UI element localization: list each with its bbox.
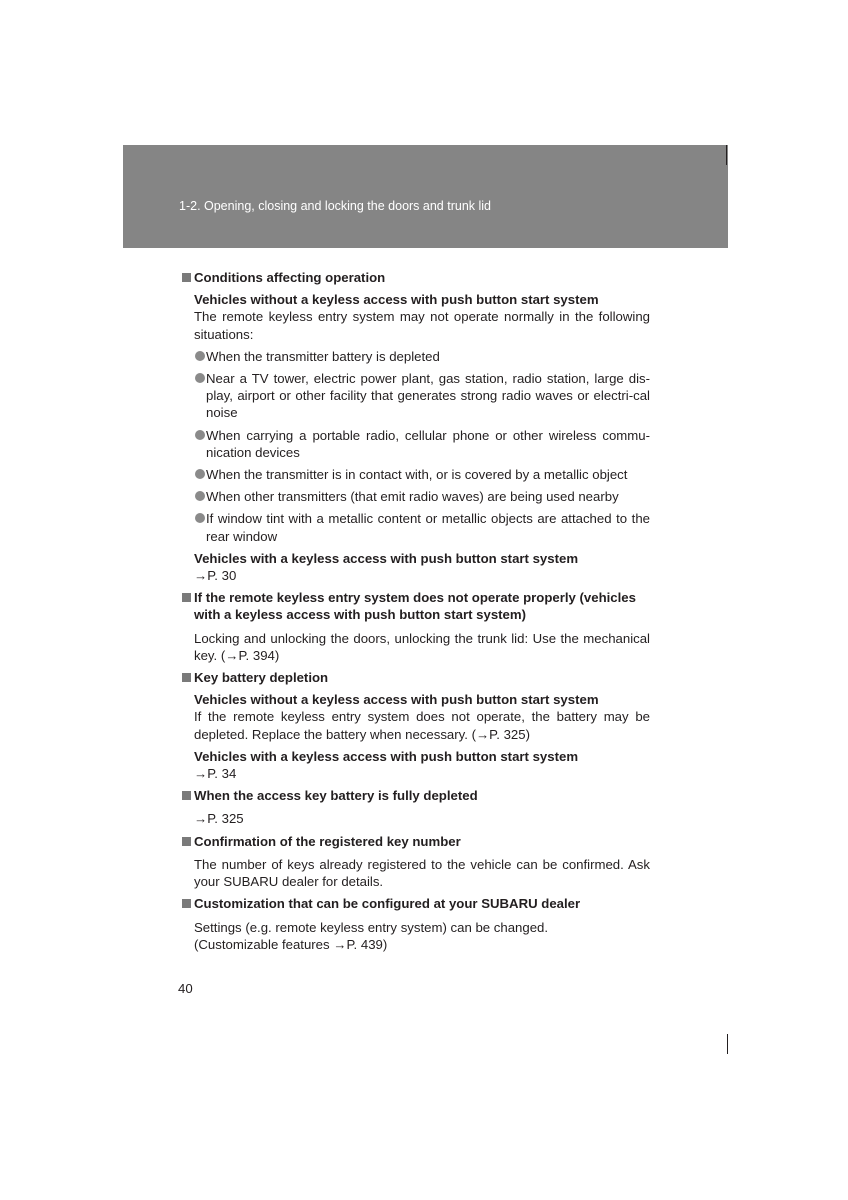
square-bullet-icon — [182, 593, 191, 602]
paragraph: Settings (e.g. remote keyless entry system) can be changed. — [194, 919, 549, 935]
heading-text: Customization that can be configured at your SUBARU dealer — [194, 896, 581, 912]
subheading-without-keyless: Vehicles without a keyless access with push button start system — [194, 692, 599, 708]
page-reference[interactable]: →P. 325 — [194, 811, 244, 827]
square-bullet-icon — [182, 273, 191, 282]
section-conditions — [181, 291, 650, 343]
square-bullet-icon — [182, 791, 191, 800]
section-title: 1-2. Opening, closing and locking the doors and trunk lid — [179, 199, 491, 213]
heading-not-operate — [181, 589, 650, 623]
square-bullet-icon — [182, 837, 191, 846]
header-band — [123, 145, 728, 248]
list-item: When carrying a portable radio, cellular phone or other wireless commu-nication devices — [181, 427, 650, 461]
round-bullet-icon — [195, 513, 205, 523]
heading-text: Confirmation of the registered key number — [194, 833, 461, 849]
paragraph: Locking and unlocking the doors, unlocking the trunk lid: Use the mechanical key. (→P. 394) — [194, 630, 650, 663]
heading-access-key — [181, 787, 650, 804]
heading-battery — [181, 669, 650, 686]
subheading-without-keyless: Vehicles without a keyless access with push button start system — [194, 292, 599, 308]
round-bullet-icon — [195, 373, 205, 383]
list-item: When the transmitter is in contact with, or is covered by a metallic object — [181, 466, 650, 483]
page-number: 40 — [178, 981, 193, 996]
heading-text: If the remote keyless entry system does not operate properly (vehicles with a keyless access with push button start system) — [194, 590, 636, 623]
paragraph: (Customizable features →P. 439) — [194, 936, 388, 952]
subheading-with-keyless: Vehicles with a keyless access with push button start system — [194, 748, 579, 764]
crop-mark-top — [726, 145, 727, 165]
crop-mark-bottom — [727, 1034, 728, 1054]
page-reference[interactable]: →P. 34 — [194, 766, 237, 782]
list-item: When other transmitters (that emit radio waves) are being used nearby — [181, 488, 650, 505]
list-item: Near a TV tower, electric power plant, gas station, radio station, large dis-play, airport or other facility that generates strong radio waves or electri-cal noise — [181, 370, 650, 422]
heading-text: Conditions affecting operation — [194, 270, 386, 285]
round-bullet-icon — [195, 351, 205, 361]
list-item: When the transmitter battery is depleted — [181, 348, 650, 365]
paragraph: The number of keys already registered to the vehicle can be confirmed. Ask your SUBARU dealer for details. — [194, 856, 650, 890]
heading-text: Key battery depletion — [194, 670, 329, 686]
paragraph: If the remote keyless entry system does not operate, the battery may be depleted. Replace the battery when necessary. (→P. 325) — [194, 709, 650, 742]
subheading-with-keyless: Vehicles with a keyless access with push button start system — [194, 550, 579, 566]
round-bullet-icon — [195, 491, 205, 501]
heading-confirmation — [181, 833, 650, 850]
square-bullet-icon — [182, 899, 191, 908]
square-bullet-icon — [182, 673, 191, 682]
round-bullet-icon — [195, 469, 205, 479]
page-content — [181, 269, 650, 953]
heading-text: When the access key battery is fully depleted — [194, 788, 478, 804]
page-reference[interactable]: →P. 30 — [194, 568, 237, 584]
round-bullet-icon — [195, 430, 205, 440]
list-item: If window tint with a metallic content or metallic objects are attached to the rear window — [181, 510, 650, 544]
heading-customization — [181, 895, 650, 912]
paragraph: The remote keyless entry system may not operate normally in the following situations: — [194, 309, 650, 342]
heading-conditions — [181, 269, 650, 286]
